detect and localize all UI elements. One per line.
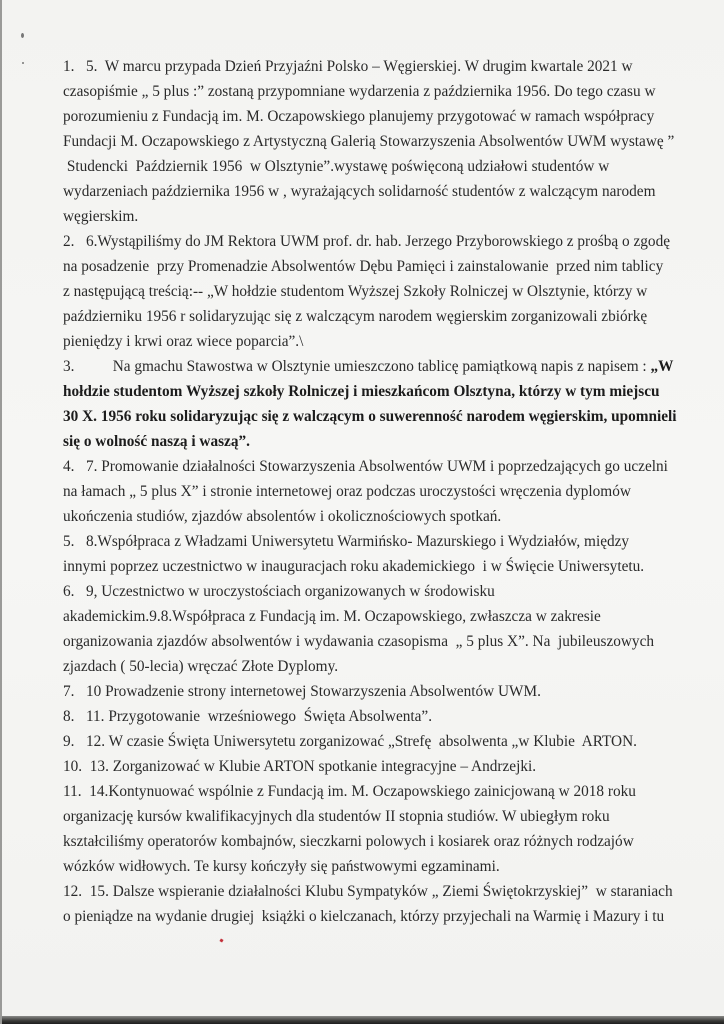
line-text: porozumieniu z Fundacją im. M. Oczapowskiego planujemy przygotować w ramach współpracy — [63, 108, 655, 125]
line-text: 1. 5. W marcu przypada Dzień Przyjaźni Polsko – Węgierskiej. W drugim kwartale 2021 w — [63, 58, 633, 75]
document-line — [63, 333, 303, 351]
document-line — [63, 758, 536, 776]
line-text: 6. 9, Uczestnictwo w uroczystościach organizowanych w środowisku — [63, 583, 495, 600]
document-line — [63, 433, 250, 451]
line-text: węgierskim. — [63, 208, 139, 225]
line-text: 3. Na gmachu Stawostwa w Olsztynie umieszczono tablicę pamiątkową napis z napisem : — [63, 358, 651, 375]
line-text: hołdzie studentom Wyższej szkoły Rolniczej i mieszkańcom Olsztyna, którzy w tym miejscu — [63, 383, 660, 400]
line-text: kształciliśmy operatorów kombajnów, sieczkarni polowych i kosiarek oraz różnych rodzajów — [63, 833, 634, 850]
line-text: 10. 13. Zorganizować w Klubie ARTON spotkanie integracyjne – Andrzejki. — [63, 758, 537, 775]
line-text: na posadzenie przy Promenadzie Absolwentów Dębu Pamięci i zainstalowanie przed nim tablicy — [63, 258, 664, 275]
document-line — [63, 583, 495, 601]
line-text: 11. 14.Kontynuować wspólnie z Fundacją im. M. Oczapowskiego zainicjowaną w 2018 roku — [63, 783, 636, 800]
document-line — [63, 108, 654, 126]
document-line — [63, 283, 647, 301]
line-text: organizowania zjazdów absolwentów i wydawania czasopisma „ 5 plus X”. Na jubileuszowych — [63, 633, 655, 650]
line-text: innymi poprzez uczestnictwo w inauguracjach roku akademickiego i w Święcie Uniwersytetu. — [63, 558, 645, 575]
document-line — [63, 858, 500, 876]
line-text: na łamach „ 5 plus X” i stronie internetowej oraz podczas uroczystości wręczenia dyplomów — [63, 483, 631, 500]
document-line — [63, 733, 637, 751]
document-line — [63, 908, 664, 926]
document-line — [63, 883, 673, 901]
document-line — [63, 458, 668, 476]
line-text: 2. 6.Wystąpiliśmy do JM Rektora UWM prof. dr. hab. Jerzego Przyborowskiego z prośbą o zgodę — [63, 233, 671, 250]
document-line — [63, 408, 677, 426]
line-text: 12. 15. Dalsze wspieranie działalności Klubu Sympatyków „ Ziemi Świętokrzyskiej” w staraniach — [63, 883, 673, 900]
document-line — [63, 383, 660, 401]
document-line — [63, 658, 338, 676]
line-text: z następującą treścią:-- „W hołdzie studentom Wyższej Szkoły Rolniczej w Olsztynie, którzy w — [63, 283, 648, 300]
line-text: akademickim.9.8.Współpraca z Fundacją im. M. Oczapowskiego, zwłaszcza w zakresie — [63, 608, 601, 625]
line-text: Fundacji M. Oczapowskiego z Artystyczną Galerią Stowarzyszenia Absolwentów UWM wystawę ” — [63, 133, 675, 150]
document-line — [63, 208, 138, 226]
document-line — [63, 608, 601, 626]
document-line — [63, 533, 629, 551]
line-text: 5. 8.Współpraca z Władzami Uniwersytetu Warmińsko- Mazurskiego i Wydziałów, między — [63, 533, 630, 550]
line-text: się o wolność naszą i waszą”. — [63, 433, 250, 450]
document-line — [63, 58, 633, 76]
ink-mark — [219, 938, 223, 942]
document-line — [63, 158, 609, 176]
document-line — [63, 783, 636, 801]
line-text: czasopiśmie „ 5 plus :” zostaną przypomniane wydarzenia z października 1956. Do tego czasu w — [63, 83, 656, 100]
document-line — [63, 558, 644, 576]
scan-bottom-edge — [2, 1016, 724, 1024]
document-line — [63, 308, 647, 326]
line-text: organizację kursów kwalifikacyjnych dla studentów II stopnia studiów. W ubiegłym roku — [63, 808, 610, 825]
document-line — [63, 133, 674, 151]
document-line — [63, 708, 432, 726]
document-line — [63, 833, 634, 851]
line-text: 4. 7. Promowanie działalności Stowarzyszenia Absolwentów UWM i poprzedzających go uczelni — [63, 458, 668, 475]
document-line — [63, 808, 610, 826]
line-text: październiku 1956 r solidaryzując się z walczącym narodem węgierskim zorganizowali zbiórkę — [63, 308, 648, 325]
document-line — [63, 508, 501, 526]
document-line — [63, 633, 654, 651]
document-line — [63, 83, 656, 101]
document-line — [63, 358, 673, 376]
bold-quote-start: „W — [650, 358, 674, 375]
line-text: 9. 12. W czasie Święta Uniwersytetu zorganizować „Strefę absolwenta „w Klubie ARTON. — [63, 733, 637, 750]
document-line — [63, 483, 631, 501]
line-text: wydarzeniach października 1956 w , wyrażających solidarność studentów z walczącym narodem — [63, 183, 656, 200]
document-line — [63, 183, 656, 201]
line-text: 8. 11. Przygotowanie wrześniowego Święta Absolwenta”. — [63, 708, 433, 725]
document-line — [63, 258, 663, 276]
line-text: ukończenia studiów, zjazdów absolentów i okolicznościowych spotkań. — [63, 508, 502, 525]
line-text: zjazdach ( 50-lecia) wręczać Złote Dyplomy. — [63, 658, 339, 675]
line-text: pieniędzy i krwi oraz wiece poparcia”.\ — [63, 333, 304, 350]
line-text: 7. 10 Prowadzenie strony internetowej Stowarzyszenia Absolwentów UWM. — [63, 683, 541, 700]
document-line — [63, 233, 670, 251]
line-text: Studencki Październik 1956 w Olsztynie”.wystawę poświęconą udziałowi studentów w — [63, 158, 610, 175]
scan-speck — [22, 62, 24, 64]
document-line — [63, 683, 541, 701]
line-text: o pieniądze na wydanie drugiej książki o kielczanach, którzy przyjechali na Warmię i Mazury i tu — [63, 908, 665, 925]
line-text: wózków widłowych. Te kursy kończyły się państwowymi egzaminami. — [63, 858, 500, 875]
scan-speck — [21, 33, 24, 38]
line-text: 30 X. 1956 roku solidaryzując się z walczącym o suwerenność narodem węgierskim, upomnieli — [63, 408, 677, 425]
